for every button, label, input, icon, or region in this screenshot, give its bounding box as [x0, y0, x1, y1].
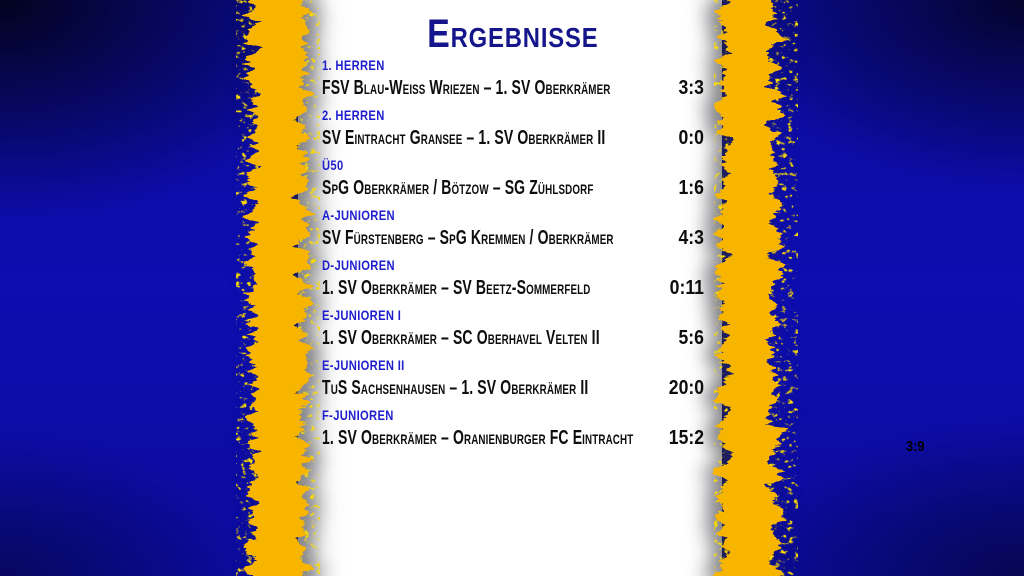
team-names: SV Eintracht Gransee – 1. SV Oberkrämer II	[322, 127, 606, 149]
category-label: F-JUNIOREN	[322, 407, 394, 423]
match-line	[322, 375, 704, 407]
stray-score: 3:9	[906, 438, 925, 455]
match-line	[322, 425, 704, 457]
score: 5:6	[678, 327, 704, 349]
team-names: SV Fürstenberg – SpG Kremmen / Oberkrämer	[322, 227, 614, 249]
score: 0:11	[669, 277, 704, 299]
result-section	[322, 406, 704, 456]
match-line	[322, 325, 704, 357]
page-title-text: Ergebnisse	[427, 12, 599, 56]
score: 3:3	[678, 77, 704, 99]
match-line	[322, 225, 704, 257]
category-label: A-JUNIOREN	[322, 207, 395, 223]
score: 20:0	[668, 377, 704, 399]
score: 1:6	[678, 177, 704, 199]
score: 4:3	[678, 227, 704, 249]
team-names: TuS Sachsenhausen – 1. SV Oberkrämer II	[322, 377, 589, 399]
match-line	[322, 75, 704, 107]
result-section	[322, 106, 704, 156]
team-names: SpG Oberkrämer / Bötzow – SG Zühlsdorf	[322, 177, 594, 199]
team-names: 1. SV Oberkrämer – SV Beetz-Sommerfeld	[322, 277, 591, 299]
match-line	[322, 125, 704, 157]
category-label: Ü50	[322, 157, 344, 173]
page-title	[322, 0, 704, 56]
team-names: FSV Blau-Weiß Wriezen – 1. SV Oberkrämer	[322, 77, 611, 99]
match-line	[322, 275, 704, 307]
match-line	[322, 175, 704, 207]
team-names: 1. SV Oberkrämer – Oranienburger FC Eintracht	[322, 427, 634, 449]
result-section	[322, 156, 704, 206]
result-section	[322, 306, 704, 356]
category-label: 2. HERREN	[322, 107, 385, 123]
results-list	[322, 0, 704, 456]
result-section	[322, 256, 704, 306]
torn-edge-left	[210, 0, 340, 576]
category-label: D-JUNIOREN	[322, 257, 395, 273]
category-label: E-JUNIOREN II	[322, 357, 405, 373]
result-section	[322, 56, 704, 106]
category-label: E-JUNIOREN I	[322, 307, 402, 323]
team-names: 1. SV Oberkrämer – SC Oberhavel Velten II	[322, 327, 600, 349]
result-section	[322, 206, 704, 256]
torn-edge-right	[700, 0, 830, 576]
result-section	[322, 356, 704, 406]
score: 15:2	[668, 427, 704, 449]
score: 0:0	[678, 127, 704, 149]
category-label: 1. HERREN	[322, 57, 385, 73]
